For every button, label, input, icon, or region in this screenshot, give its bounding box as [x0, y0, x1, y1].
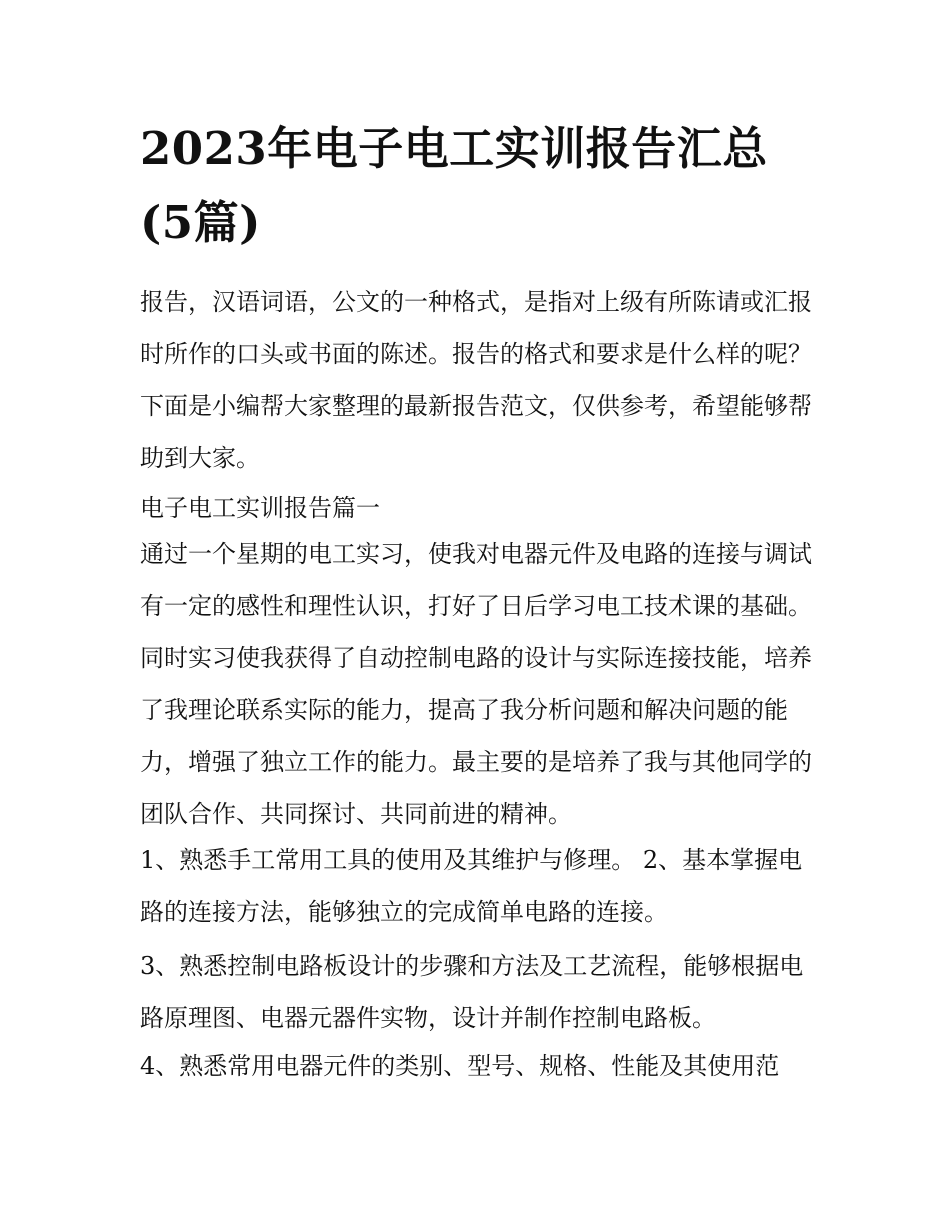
document-title: 2023年电子电工实训报告汇总(5篇) — [140, 122, 768, 249]
list-item: 1、熟悉手工常用工具的使用及其维护与修理。 2、基本掌握电路的连接方法，能够独立的完成简单电路的连接。 — [140, 846, 803, 926]
body-paragraph: 通过一个星期的电工实习，使我对电器元件及电路的连接与调试有一定的感性和理性认识，打好了日后学习电工技术课的基础。同时实习使我获得了自动控制电路的设计与实际连接技能，培养了我理论联系实际的能力，提高了我分析问题和解决问题的能力，增强了独立工作的能力。最主要的是培养了我与其他同学的团队合作、共同探讨、共同前进的精神。 — [140, 540, 812, 828]
intro-paragraph: 报告，汉语词语，公文的一种格式，是指对上级有所陈请或汇报时所作的口头或书面的陈述。报告的格式和要求是什么样的呢？下面是小编帮大家整理的最新报告范文，仅供参考，希望能够帮助到大家。 — [140, 288, 812, 472]
section-heading: 电子电工实训报告篇一 — [140, 494, 380, 522]
list-item: 3、熟悉控制电路板设计的步骤和方法及工艺流程，能够根据电路原理图、电器元器件实物，设计并制作控制电路板。 — [140, 952, 804, 1032]
list-item: 4、熟悉常用电器元件的类别、型号、规格、性能及其使用范 — [140, 1052, 780, 1080]
